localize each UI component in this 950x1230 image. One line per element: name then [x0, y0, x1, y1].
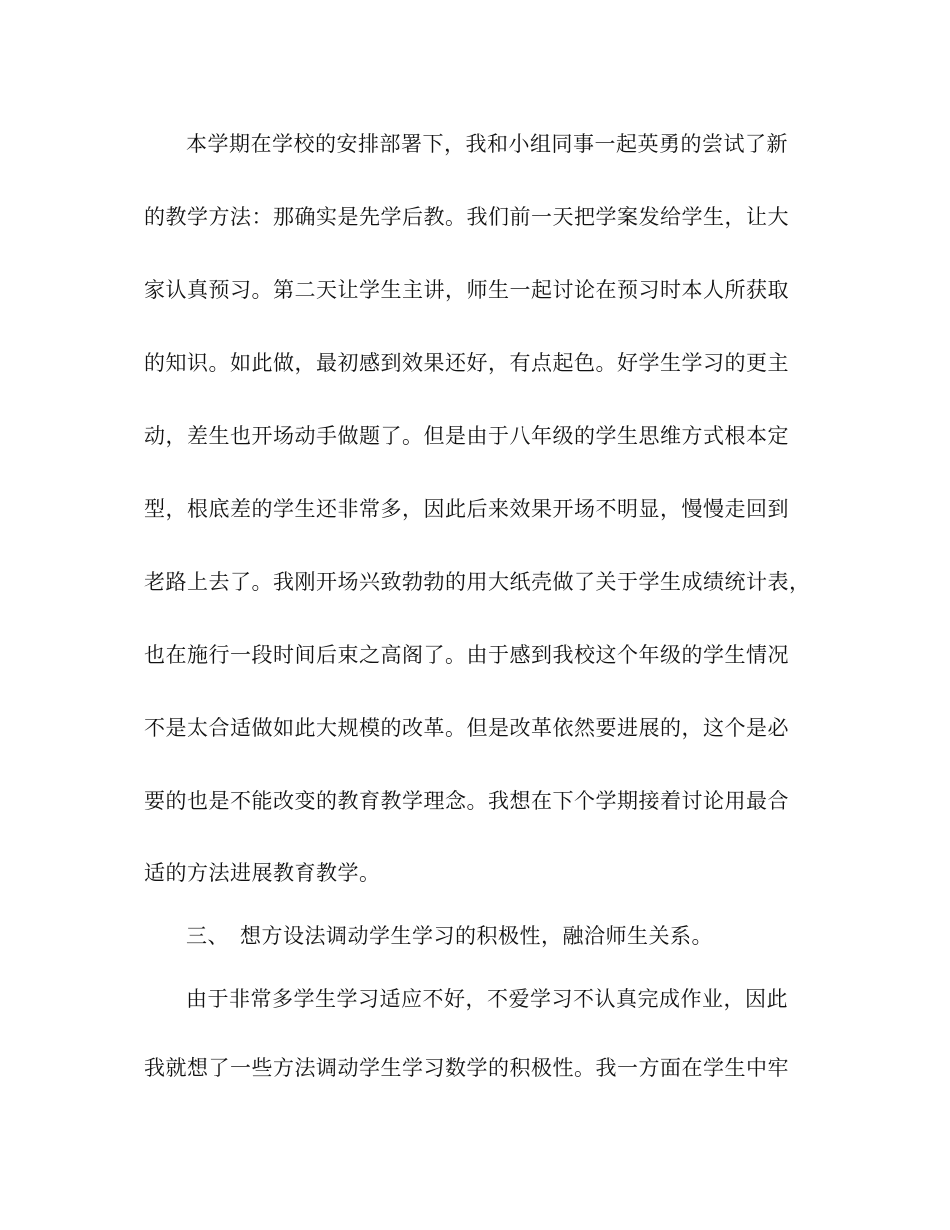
paragraph1-line-5: 动，差生也开场动手做题了。但是由于八年级的学生思维方式根本定: [144, 424, 789, 448]
section-heading-text: 想方设法调动学生学习的积极性，融洽师生关系。: [240, 924, 713, 948]
paragraph1-line-1: 本学期在学校的安排部署下，我和小组同事一起英勇的尝试了新: [186, 132, 788, 156]
paragraph1-line-4: 的知识。如此做，最初感到效果还好，有点起色。好学生学习的更主: [144, 351, 789, 375]
section-heading-number: 三、: [186, 924, 229, 948]
paragraph1-line-9: 不是太合适做如此大规模的改革。但是改革依然要进展的，这个是必: [144, 716, 789, 740]
section-heading: [186, 923, 713, 949]
paragraph1-line-10: 要的也是不能改变的教育教学理念。我想在下个学期接着讨论用最合: [144, 789, 789, 813]
paragraph1-line-6: 型，根底差的学生还非常多，因此后来效果开场不明显，慢慢走回到: [144, 497, 789, 521]
paragraph2-line-2: 我就想了一些方法调动学生学习数学的积极性。我一方面在学生中牢: [144, 1056, 789, 1080]
paragraph1-line-3: 家认真预习。第二天让学生主讲，师生一起讨论在预习时本人所获取: [144, 278, 789, 302]
paragraph1-line-7: 老路上去了。我刚开场兴致勃勃的用大纸壳做了关于学生成绩统计表，: [144, 570, 811, 594]
paragraph1-line-11: 适的方法进展教育教学。: [144, 861, 381, 885]
paragraph2-line-1: 由于非常多学生学习适应不好，不爱学习不认真完成作业，因此: [186, 987, 788, 1011]
paragraph1-line-8: 也在施行一段时间后束之高阁了。由于感到我校这个年级的学生情况: [144, 643, 789, 667]
paragraph1-line-2: 的教学方法：那确实是先学后教。我们前一天把学案发给学生，让大: [144, 205, 789, 229]
